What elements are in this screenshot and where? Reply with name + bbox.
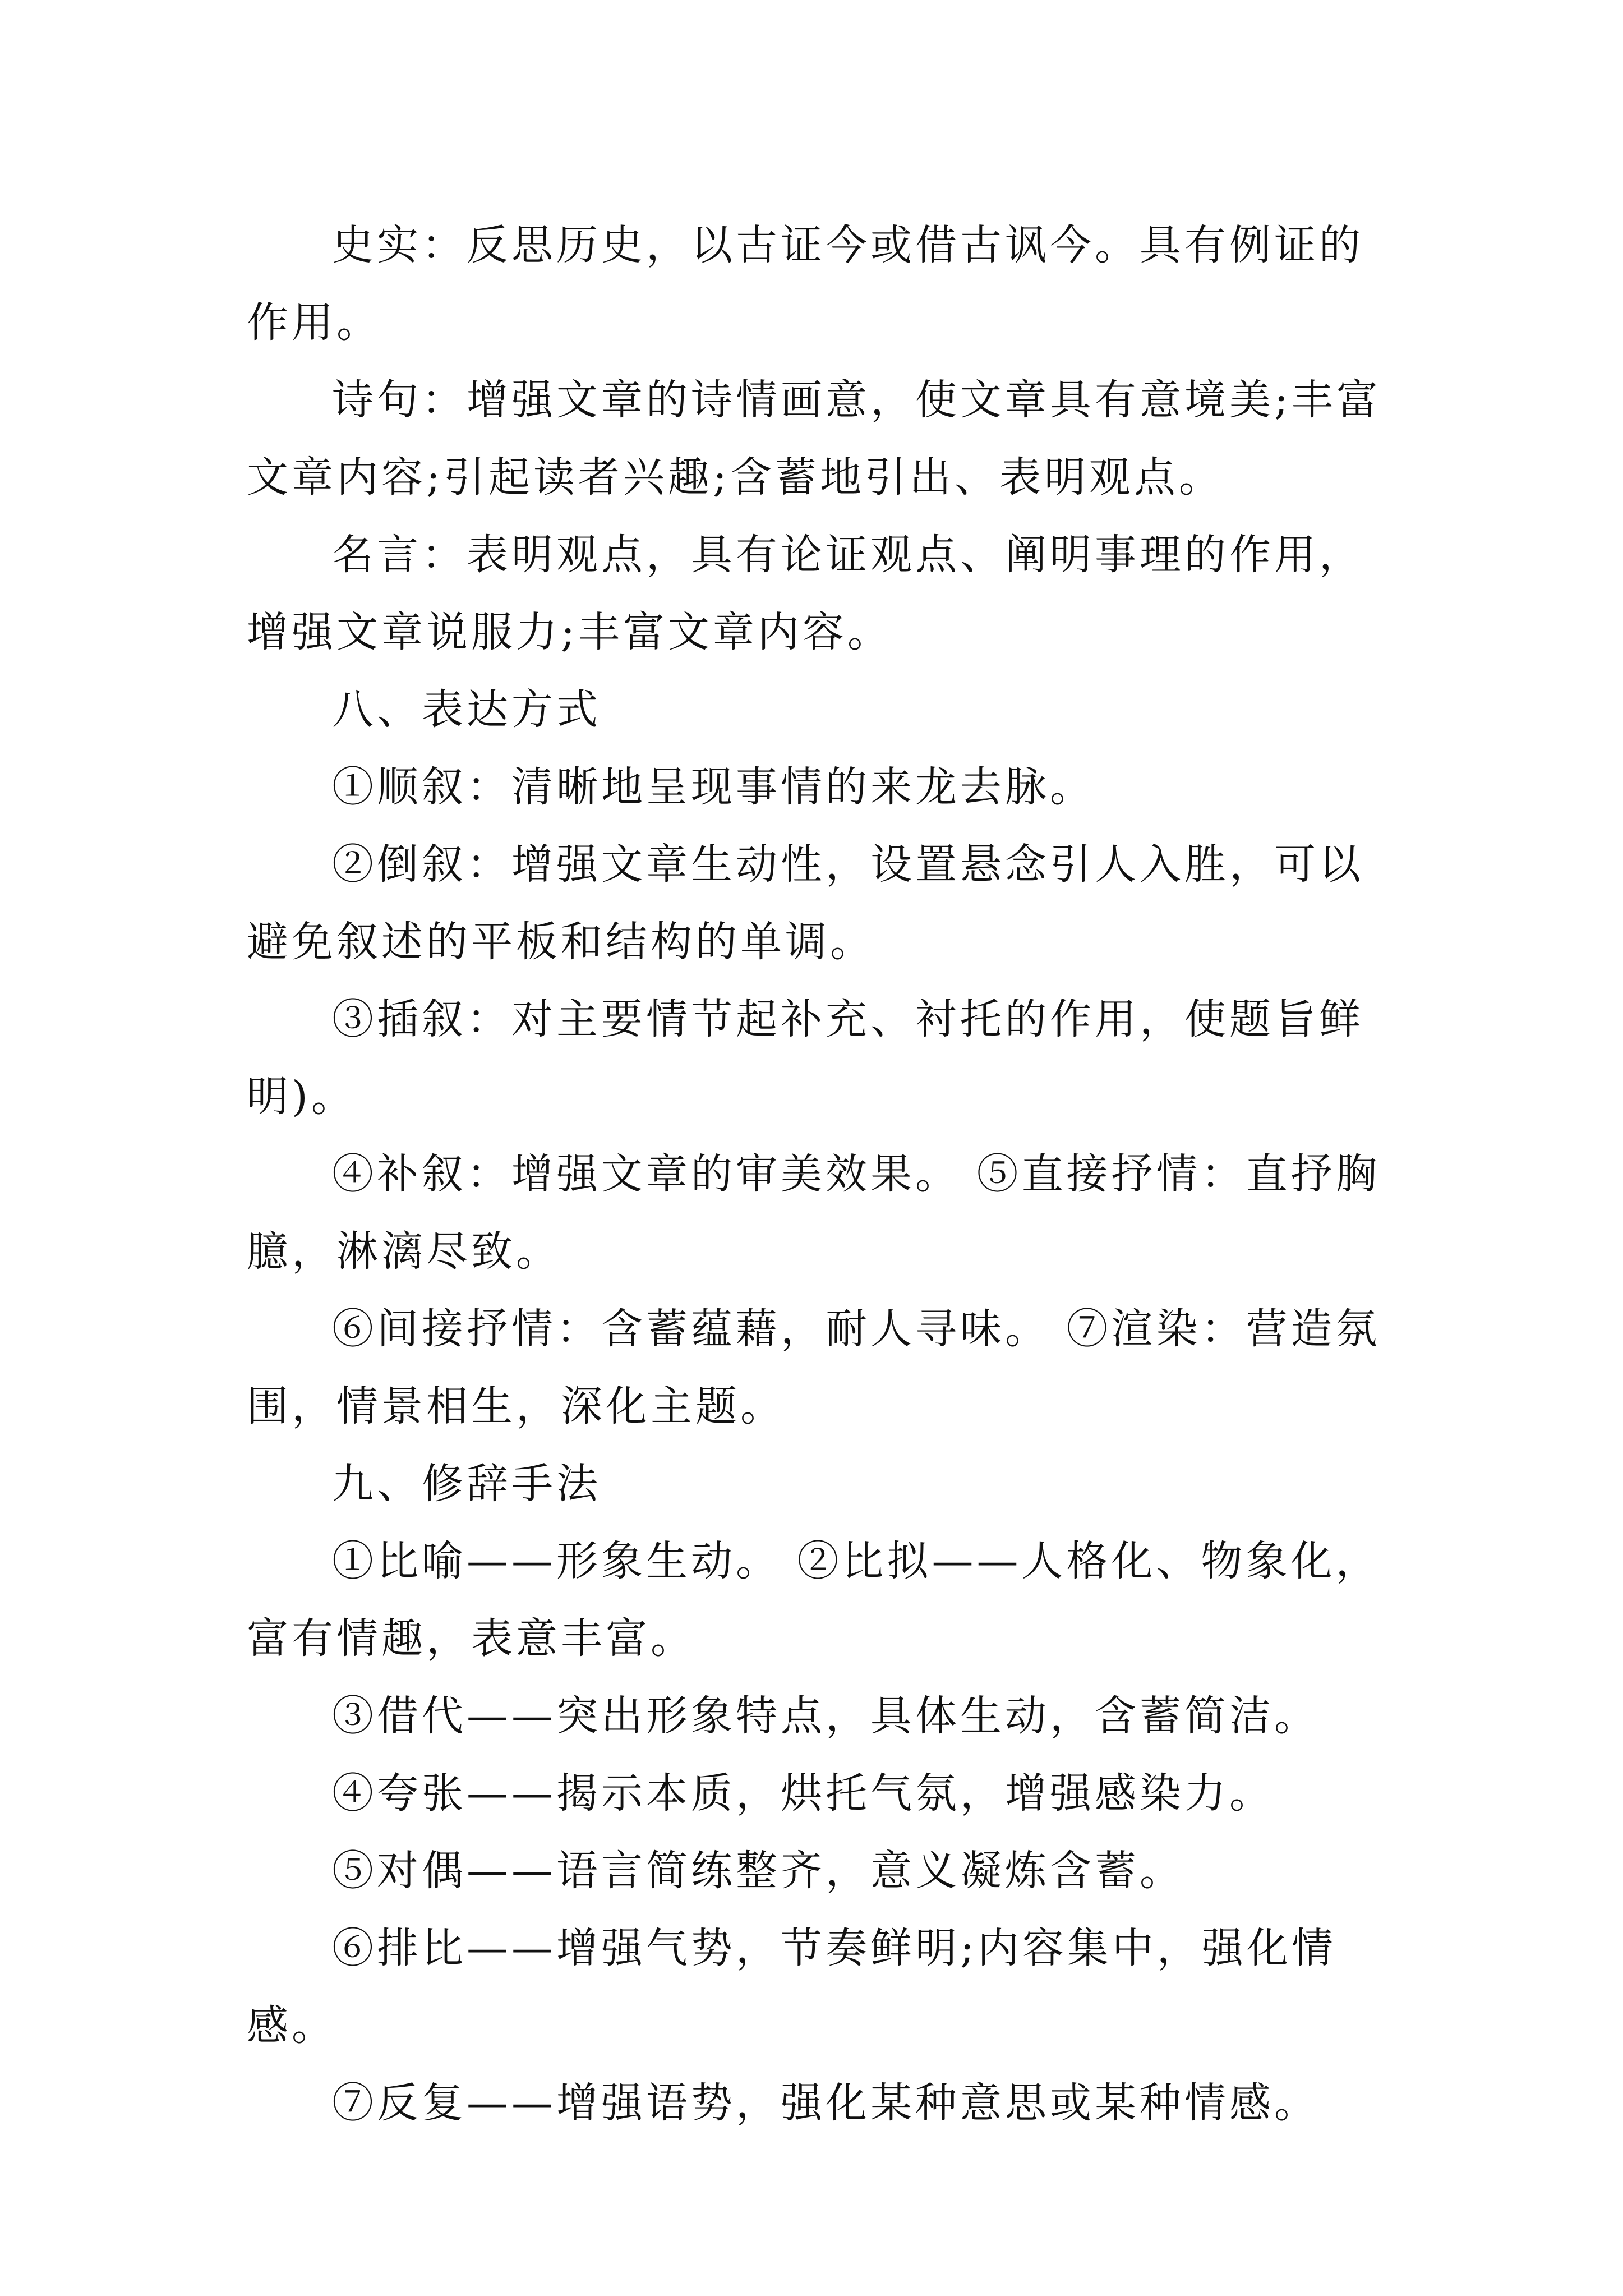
paragraph-historical-facts: 史实：反思历史，以古证今或借古讽今。具有例证的作用。: [247, 221, 1364, 347]
list-item-metonymy: ③借代——突出形象特点，具体生动，含蓄简洁。: [332, 1692, 1319, 1740]
paragraph-poetry-lines: 诗句：增强文章的诗情画意，使文章具有意境美;丰富文章内容;引起读者兴趣;含蓄地引出、表明观点。: [247, 376, 1381, 501]
list-item-interpolated-narration: ③插叙：对主要情节起补充、衬托的作用，使题旨鲜明)。: [247, 995, 1364, 1121]
list-item-hyperbole: ④夸张——揭示本质，烘托气氛，增强感染力。: [332, 1769, 1274, 1818]
document-body: [247, 206, 1391, 2142]
list-item-chronological-narration: ①顺叙：清晰地呈现事情的来龙去脉。: [332, 763, 1095, 811]
list-item-repetition: ⑦反复——增强语势，强化某种意思或某种情感。: [332, 2079, 1319, 2127]
list-item-flashback: ②倒叙：增强文章生动性，设置悬念引人入胜，可以避免叙述的平板和结构的单调。: [247, 840, 1364, 966]
list-item-indirect-lyricism: ⑥间接抒情：含蓄蕴藉，耐人寻味。 ⑦渲染：营造氛围，情景相生，深化主题。: [247, 1305, 1381, 1430]
list-item-metaphor: ①比喻——形象生动。 ②比拟——人格化、物象化，富有情趣，表意丰富。: [247, 1537, 1381, 1663]
list-item-parallelism: ⑥排比——增强气势，节奏鲜明;内容集中，强化情感。: [247, 1924, 1336, 2050]
section-heading-rhetorical-devices: 九、修辞手法: [332, 1460, 601, 1508]
list-item-supplementary-narration: ④补叙：增强文章的审美效果。 ⑤直接抒情：直抒胸臆，淋漓尽致。: [247, 1150, 1381, 1276]
section-heading-expression-methods: 八、表达方式: [332, 685, 601, 734]
list-item-antithesis: ⑤对偶——语言简练整齐，意义凝炼含蓄。: [332, 1847, 1184, 1895]
paragraph-famous-quotes: 名言：表明观点，具有论证观点、阐明事理的作用，增强文章说服力;丰富文章内容。: [247, 531, 1364, 656]
